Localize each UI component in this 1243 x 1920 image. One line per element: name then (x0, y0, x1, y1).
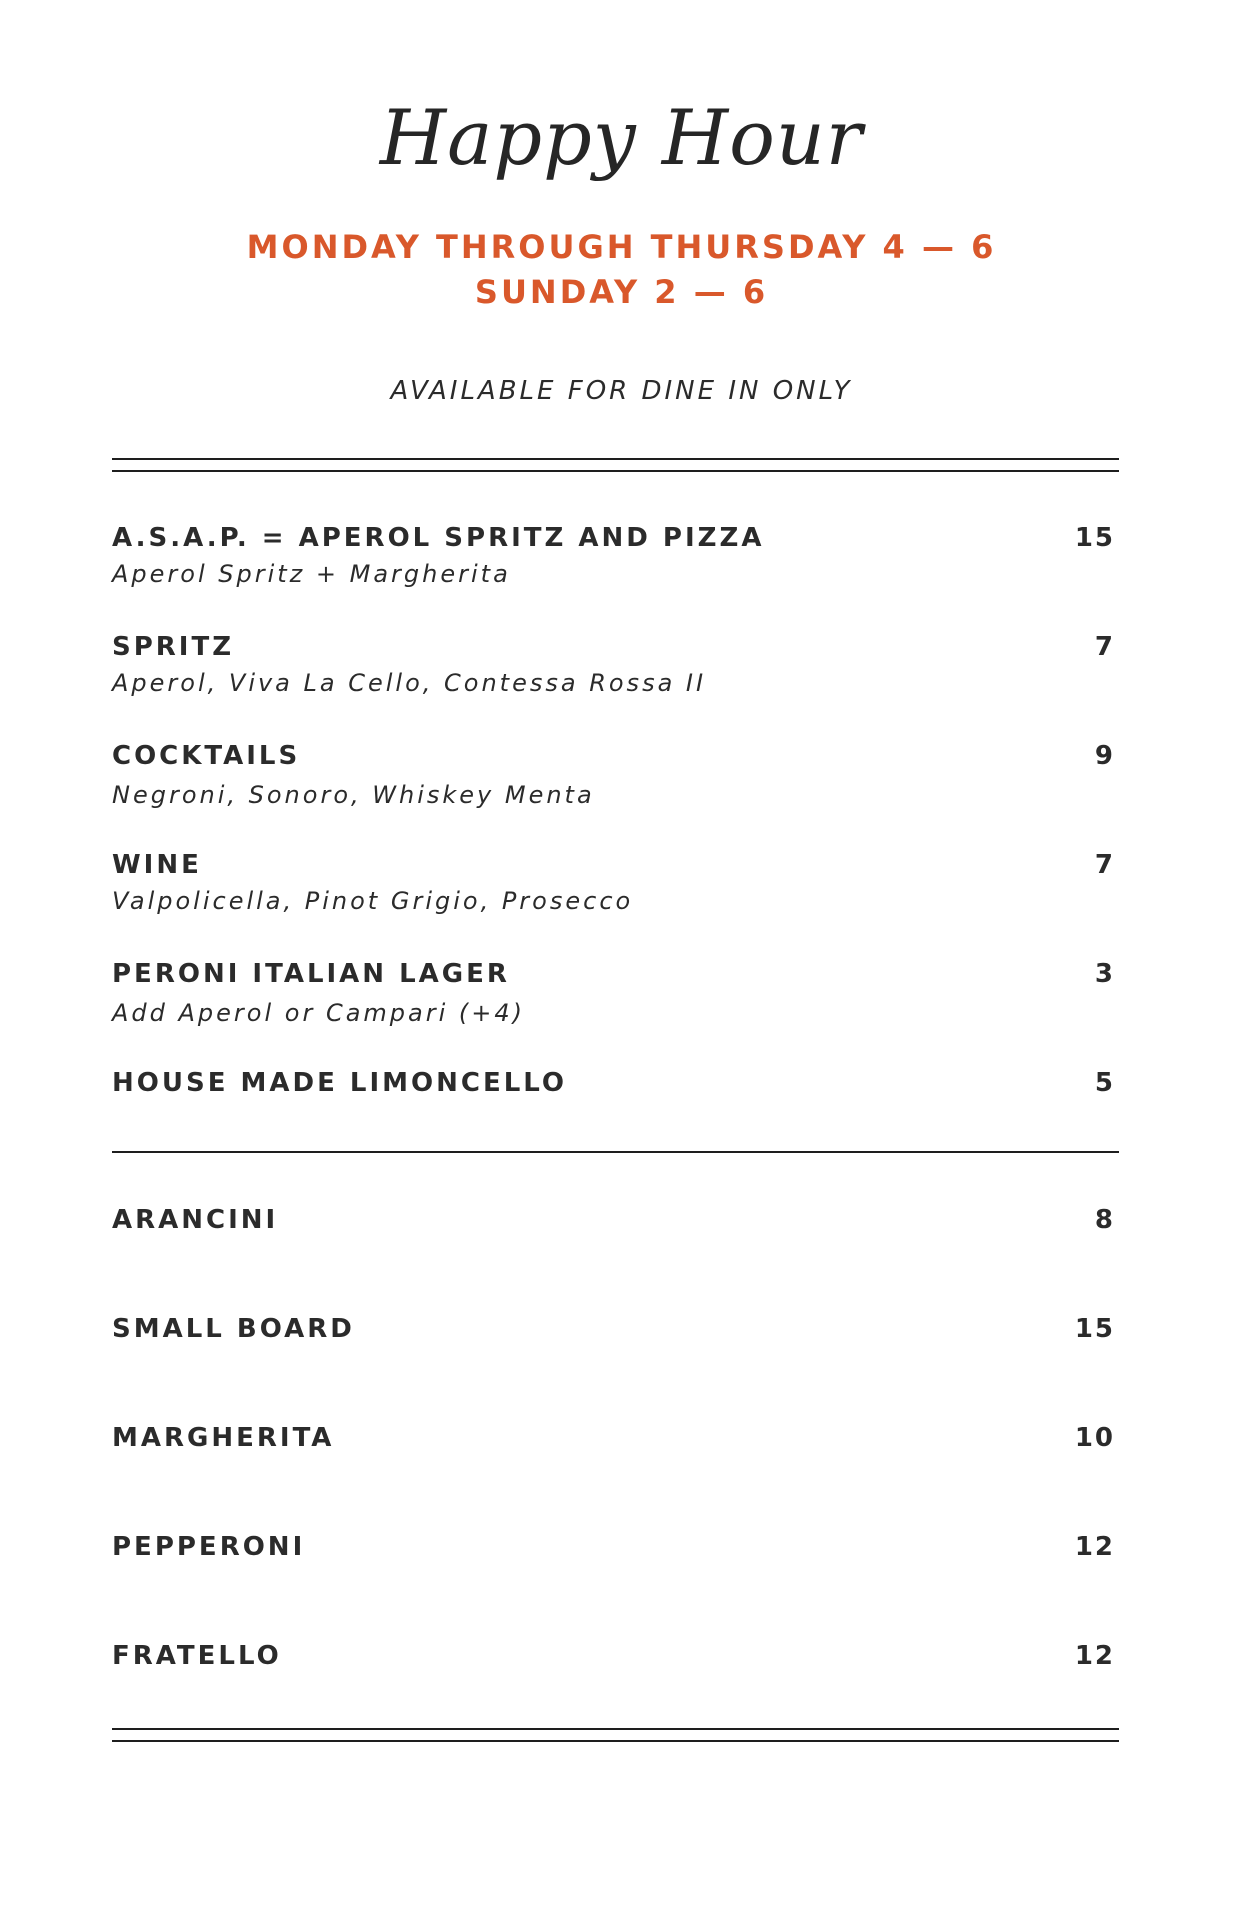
bottom-divider-lower (112, 1740, 1119, 1742)
item-name: SPRITZ (112, 632, 235, 662)
item-name: WINE (112, 850, 202, 880)
item-price: 12 (1074, 1641, 1115, 1671)
item-price: 5 (1094, 1068, 1115, 1098)
item-description: Aperol Spritz + Margherita (112, 560, 511, 588)
item-name: PERONI ITALIAN LAGER (112, 959, 510, 989)
item-price: 15 (1074, 1314, 1115, 1344)
item-name: PEPPERONI (112, 1532, 306, 1562)
item-price: 3 (1094, 959, 1115, 989)
item-price: 12 (1074, 1532, 1115, 1562)
item-description: Valpolicella, Pinot Grigio, Prosecco (112, 887, 634, 915)
item-price: 10 (1074, 1423, 1115, 1453)
item-description: Negroni, Sonoro, Whiskey Menta (112, 781, 595, 809)
item-name: MARGHERITA (112, 1423, 335, 1453)
item-description: Aperol, Viva La Cello, Contessa Rossa II (112, 669, 707, 697)
item-price: 8 (1094, 1205, 1115, 1235)
item-price: 7 (1094, 850, 1115, 880)
hours-weekday: MONDAY THROUGH THURSDAY 4 — 6 (246, 228, 997, 266)
item-name: HOUSE MADE LIMONCELLO (112, 1068, 568, 1098)
item-description: Add Aperol or Campari (+4) (112, 999, 526, 1027)
top-divider-lower (112, 470, 1119, 472)
item-name: ARANCINI (112, 1205, 279, 1235)
menu-title: Happy Hour (379, 93, 864, 182)
bottom-divider-upper (112, 1728, 1119, 1730)
item-price: 15 (1074, 523, 1115, 553)
item-name: SMALL BOARD (112, 1314, 355, 1344)
item-name: FRATELLO (112, 1641, 282, 1671)
section-divider (112, 1151, 1119, 1153)
top-divider-upper (112, 458, 1119, 460)
item-price: 9 (1094, 741, 1115, 771)
dine-in-notice: AVAILABLE FOR DINE IN ONLY (390, 376, 853, 406)
hours-sunday: SUNDAY 2 — 6 (474, 273, 769, 311)
item-name: COCKTAILS (112, 741, 301, 771)
item-price: 7 (1094, 632, 1115, 662)
item-name: A.S.A.P. = APEROL SPRITZ AND PIZZA (112, 523, 765, 553)
